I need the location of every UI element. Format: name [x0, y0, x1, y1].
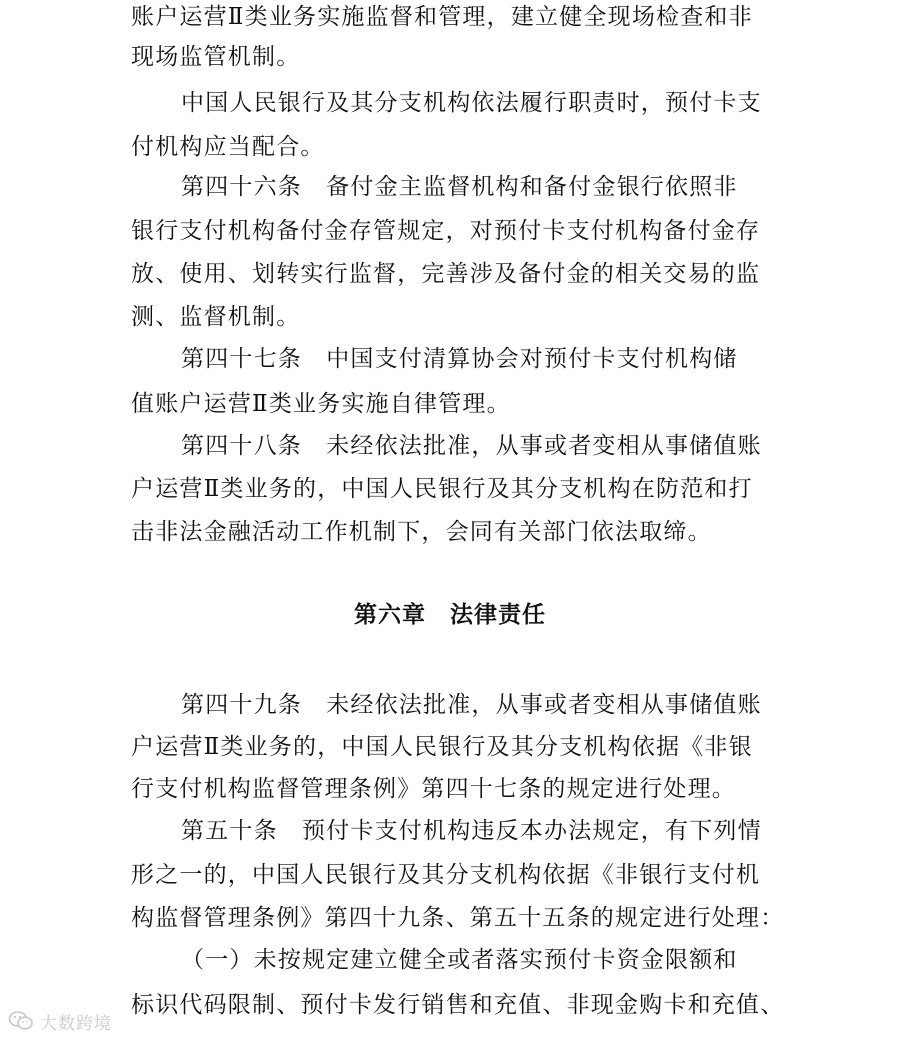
text-line: 行支付机构监督管理条例》第四十七条的规定进行处理。	[131, 776, 736, 802]
text-line: 第四十六条 备付金主监督机构和备付金银行依照非	[181, 174, 738, 200]
text-line: 形之一的，中国人民银行及其分支机构依据《非银行支付机	[131, 862, 761, 888]
wechat-logo-icon	[8, 1010, 34, 1032]
text-line: 中国人民银行及其分支机构依法履行职责时，预付卡支	[181, 90, 762, 116]
text-line: 击非法金融活动工作机制下，会同有关部门依法取缔。	[131, 519, 712, 545]
text-line: 付机构应当配合。	[131, 134, 325, 160]
text-line: 第四十九条 未经依法批准，从事或者变相从事储值账	[181, 692, 762, 718]
chapter-heading: 第六章 法律责任	[354, 602, 546, 628]
text-line: 户运营Ⅱ类业务的，中国人民银行及其分支机构依据《非银	[131, 734, 753, 760]
text-line: 放、使用、划转实行监督，完善涉及备付金的相关交易的监	[131, 261, 761, 287]
text-line: 构监督管理条例》第四十九条、第五十五条的规定进行处理：	[131, 905, 785, 931]
watermark-text: 大数跨境	[40, 1013, 112, 1034]
watermark	[8, 1008, 112, 1034]
text-line: 第四十七条 中国支付清算协会对预付卡支付机构储	[181, 346, 738, 372]
text-line: （一）未按规定建立健全或者落实预付卡资金限额和	[181, 947, 738, 973]
text-line: 测、监督机制。	[131, 304, 301, 330]
text-line: 账户运营Ⅱ类业务实施监督和管理，建立健全现场检查和非	[131, 4, 753, 30]
text-line: 第五十条 预付卡支付机构违反本办法规定，有下列情	[181, 818, 762, 844]
text-line: 户运营Ⅱ类业务的，中国人民银行及其分支机构在防范和打	[131, 476, 753, 502]
text-line: 标识代码限制、预付卡发行销售和充值、非现金购卡和充值、	[131, 992, 785, 1018]
text-line: 值账户运营Ⅱ类业务实施自律管理。	[131, 391, 511, 417]
text-line: 现场监管机制。	[131, 44, 301, 70]
text-line: 第四十八条 未经依法批准，从事或者变相从事储值账	[181, 433, 762, 459]
text-line: 银行支付机构备付金存管规定，对预付卡支付机构备付金存	[131, 218, 761, 244]
